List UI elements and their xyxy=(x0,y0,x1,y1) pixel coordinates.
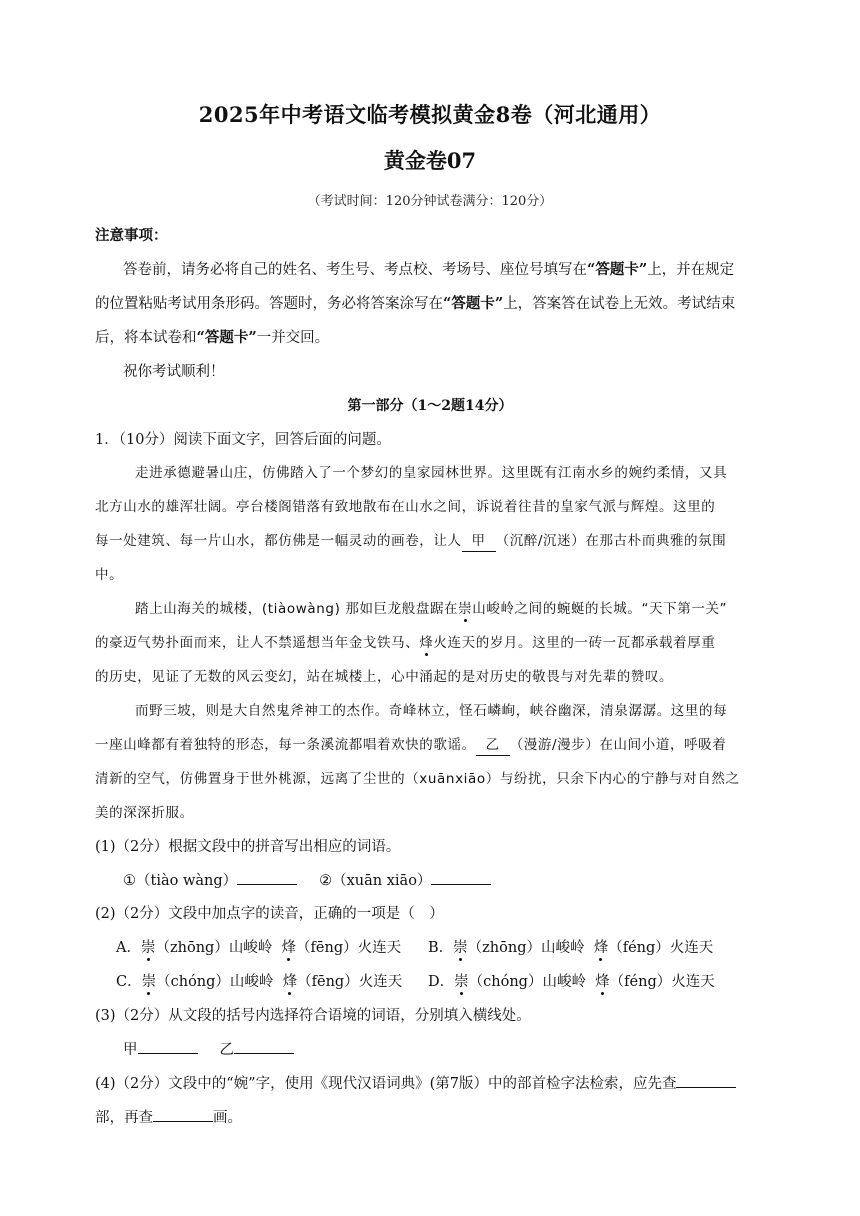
subquestion-3-stem: (3)（2分）从文段的括号内选择符合语境的词语，分别填入横线处。 xyxy=(95,1008,531,1024)
passage-p2-line-2: 的豪迈气势扑面而来，让人不禁遥想当年金戈铁马、烽火连天的岁月。这里的一砖一瓦都承载着厚重 xyxy=(95,635,716,651)
passage-p3-line-2: 一座山峰都有着独特的形态，每一条溪流都唱着欢快的歌谣。 乙 （漫游/漫步）在山间小道，呼吸着 xyxy=(95,735,775,756)
passage-p2-line-1: 踏上山海关的城楼，(tiàowàng) 那如巨龙般盘踞在崇山峻岭之间的蜿蜒的长城。“天下第一关” xyxy=(135,601,728,617)
dotted-char-chong: 崇 xyxy=(458,601,473,617)
passage-p2-line-3: 的历史，见证了无数的风云变幻，站在城楼上，心中涌起的是对历史的敬畏与对先辈的赞叹。 xyxy=(95,669,674,685)
subquestion-1-stem: (1)（2分）根据文段中的拼音写出相应的词语。 xyxy=(95,839,401,855)
blank-jia: 甲 xyxy=(462,531,496,552)
notice-line-2: 的位置粘贴考试用条形码。答题时，务必将答案涂写在“答题卡”上，答案答在试卷上无效。考试结束 xyxy=(95,295,736,312)
passage-p3-line-4: 美的深深折服。 xyxy=(95,805,194,821)
subquestion-4-line-2: 部，再查 画。 xyxy=(95,1107,775,1128)
notice-wish: 祝你考试顺利！ xyxy=(123,364,225,380)
option-c[interactable]: C．崇（chóng）山峻岭 烽（fēng）火连天 xyxy=(116,974,403,990)
document-title: 2025年中考语文临考模拟黄金8卷（河北通用） xyxy=(198,102,662,127)
dotted-char-feng: 烽 xyxy=(419,635,434,651)
subquestion-4-line-1: (4)（2分）文段中的“婉”字，使用《现代汉语词典》(第7版）中的部首检字法检索，应先查 xyxy=(95,1073,775,1094)
option-b[interactable]: B．崇（zhōng）山峻岭 烽（féng）火连天 xyxy=(428,940,714,956)
answer-blank[interactable] xyxy=(676,1073,736,1088)
notice-line-3: 后，将本试卷和“答题卡”一并交回。 xyxy=(95,329,330,346)
document-subtitle: 黄金卷07 xyxy=(383,148,477,173)
blank-yi: 乙 xyxy=(476,735,510,756)
option-d[interactable]: D．崇（chóng）山峻岭 烽（féng）火连天 xyxy=(428,974,715,990)
passage-p1-line-4: 中。 xyxy=(95,567,124,583)
passage-p1-line-2: 北方山水的雄浑壮阔。亭台楼阁错落有致地散布在山水之间，诉说着往昔的皇家气派与辉煌。这里的 xyxy=(95,499,716,515)
answer-blank[interactable] xyxy=(138,1039,198,1054)
option-a[interactable]: A．崇（zhōng）山峻岭 烽（fēng）火连天 xyxy=(116,940,402,956)
exam-info: （考试时间：120分钟试卷满分：120分） xyxy=(307,194,553,209)
subquestion-2-options-row-2 xyxy=(116,972,796,992)
subquestion-1-items: ①（tiào wàng） ②（xuān xiāo） xyxy=(123,870,803,891)
passage-p1-line-3: 每一处建筑、每一片山水，都仿佛是一幅灵动的画卷，让人 甲 （沉醉/沉迷）在那古朴而典雅的氛围 xyxy=(95,531,775,552)
notice-heading: 注意事项： xyxy=(95,227,168,244)
subquestion-3-blanks: 甲 乙 xyxy=(123,1039,803,1060)
answer-blank[interactable] xyxy=(153,1107,213,1122)
subquestion-2-options-row-1 xyxy=(116,938,796,958)
answer-blank[interactable] xyxy=(234,1039,294,1054)
answer-blank[interactable] xyxy=(431,870,491,885)
question-1-stem: 1．（10分）阅读下面文字，回答后面的问题。 xyxy=(95,432,391,448)
passage-p3-line-3: 清新的空气，仿佛置身于世外桃源，远离了尘世的（xuānxiāo）与纷扰，只余下内心的宁静与对自然之 xyxy=(95,771,740,787)
subquestion-2-stem: (2)（2分）文段中加点字的读音，正确的一项是（ ） xyxy=(95,906,444,922)
answer-blank[interactable] xyxy=(237,870,297,885)
passage-p1-line-1: 走进承德避暑山庄，仿佛踏入了一个梦幻的皇家园林世界。这里既有江南水乡的婉约柔情，又具 xyxy=(135,465,728,481)
notice-line-1: 答卷前，请务必将自己的姓名、考生号、考点校、考场号、座位号填写在“答题卡”上，并在规定 xyxy=(123,261,735,278)
part1-heading: 第一部分（1～2题14分） xyxy=(347,398,513,414)
passage-p3-line-1: 而野三坡，则是大自然鬼斧神工的杰作。奇峰林立，怪石嶙峋，峡谷幽深，清泉潺潺。这里的每 xyxy=(135,703,728,719)
